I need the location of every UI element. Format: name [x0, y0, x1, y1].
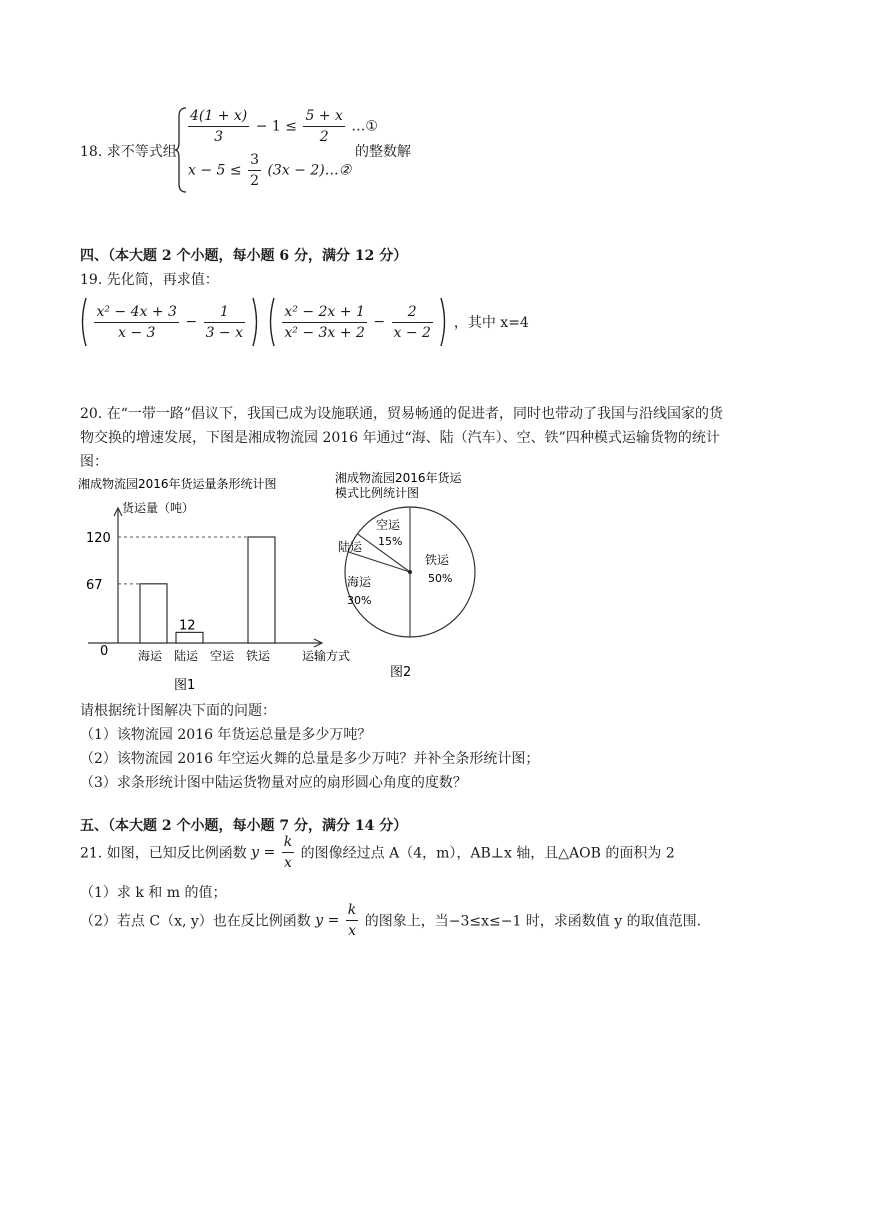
q18-suffix: 的整数解	[355, 144, 411, 160]
q21-line-3	[80, 900, 701, 941]
f1-denominator: x − 3	[117, 324, 156, 341]
q21-k: k	[282, 832, 294, 853]
q19-condition: ，其中 x=4	[453, 315, 529, 331]
inequality-1	[186, 106, 378, 147]
q21-x: x	[284, 855, 292, 871]
q20-sub-2: （2）该物流园 2016 年空运火舞的总量是多少万吨？并补全条形统计图；	[80, 751, 540, 767]
right-paren-1	[251, 296, 261, 348]
minus-2: −	[373, 314, 386, 330]
y-tick-label: 120	[86, 531, 111, 546]
inequality-2	[188, 150, 351, 191]
ineq2-lhs: x − 5 ≤	[188, 162, 242, 179]
q20-prompt: 请根据统计图解决下面的问题：	[80, 703, 276, 719]
pie-chart-caption: 图2	[390, 665, 412, 680]
q19-title: 19. 先化简，再求值：	[80, 272, 219, 288]
f3-numerator: x² − 2x + 1	[282, 302, 366, 323]
f1-numerator: x² − 4x + 3	[94, 302, 178, 323]
q21-post: 的图像经过点 A（4，m），AB⊥x 轴，且△AOB 的面积为 2	[300, 845, 675, 862]
bar-陆运	[176, 632, 203, 643]
q21-x-2: x	[348, 923, 356, 939]
f2-denominator: 3 − x	[205, 324, 244, 341]
pie-label-陆运: 陆运	[338, 540, 363, 554]
pie-chart	[330, 468, 490, 688]
pie-chart-title-line-2: 模式比例统计图	[335, 486, 420, 500]
q21-line-1	[80, 832, 675, 873]
left-paren-2	[266, 296, 276, 348]
bar-海运	[140, 584, 167, 643]
pie-pct-铁运: 50%	[428, 572, 453, 585]
bar-chart	[74, 470, 364, 695]
y-tick-label: 67	[86, 577, 103, 593]
q18-prefix: 18. 求不等式组	[80, 144, 177, 160]
ineq1-rhs-numerator: 5 + x	[303, 106, 344, 127]
left-paren-1	[78, 296, 88, 348]
f3-denominator: x² − 3x + 2	[284, 324, 365, 341]
q21-sub-2-pre: （2）若点 C（x, y）也在反比例函数	[80, 913, 311, 930]
ineq1-numerator: 4(1 + x)	[188, 106, 249, 127]
pie-label-铁运: 铁运	[425, 553, 450, 567]
q21-y-eq-2: y =	[315, 912, 340, 929]
ineq2-numerator: 3	[248, 150, 261, 171]
q21-sub-1: （1）求 k 和 m 的值；	[80, 885, 227, 901]
ineq1-tail: …①	[351, 118, 378, 135]
x-tick-label: 陆运	[174, 649, 199, 663]
bar-chart-title: 湘成物流园2016年货运量条形统计图	[78, 477, 277, 491]
x-tick-label: 铁运	[246, 649, 271, 663]
pie-label-海运: 海运	[347, 575, 372, 589]
section-4-heading: 四、（本大题 2 个小题，每小题 6 分，满分 12 分）	[80, 248, 408, 264]
section-5-heading: 五、（本大题 2 个小题，每小题 7 分，满分 14 分）	[80, 818, 408, 834]
q20-line-1: 20. 在“一带一路”倡议下，我国已成为设施联通，贸易畅通的促进者，同时也带动了我国与沿线国家的货	[80, 406, 724, 422]
ineq2-denominator: 2	[250, 173, 259, 189]
x-tick-label: 海运	[138, 649, 163, 663]
f2-numerator: 1	[204, 302, 245, 323]
f4-numerator: 2	[392, 302, 433, 323]
pie-center-dot	[408, 570, 412, 574]
q21-y-eq: y =	[251, 844, 276, 861]
pie-label-空运: 空运	[376, 518, 401, 532]
ineq1-denominator: 3	[214, 129, 224, 145]
bar-data-label: 12	[179, 618, 196, 634]
q21-pre: 21. 如图，已知反比例函数	[80, 845, 247, 862]
ineq2-tail: (3x − 2)…②	[267, 162, 352, 179]
y-axis-label: 货运量（吨）	[122, 501, 195, 515]
q20-line-2: 物交换的增速发展，下图是湘成物流园 2016 年通过“海、陆（汽车）、空、铁”四种模式运输货物的统计	[80, 430, 720, 446]
ineq1-middle: − 1 ≤	[255, 118, 297, 135]
x-tick-label: 空运	[210, 649, 235, 663]
q20-line-3: 图：	[80, 454, 108, 470]
q21-k-2: k	[346, 900, 358, 921]
q19-expression	[78, 296, 529, 348]
q20-sub-1: （1）该物流园 2016 年货运总量是多少万吨？	[80, 727, 372, 743]
ineq1-rhs-denominator: 2	[319, 129, 329, 145]
pie-pct-海运: 30%	[347, 594, 372, 607]
q21-sub-2-post: 的图象上，当−3≤x≤−1 时，求函数值 y 的取值范围.	[364, 913, 702, 930]
pie-pct-空运: 15%	[378, 535, 403, 548]
q20-sub-3: （3）求条形统计图中陆运货物量对应的扇形圆心角度的度数？	[80, 775, 467, 791]
f4-denominator: x − 2	[393, 324, 431, 341]
bar-铁运	[248, 537, 275, 643]
x-axis-label: 运输方式	[302, 649, 351, 663]
pie-chart-title-line-1: 湘成物流园2016年货运	[335, 471, 462, 485]
bar-chart-caption: 图1	[174, 678, 196, 693]
y-tick-label: 0	[100, 644, 109, 659]
right-paren-2	[439, 296, 449, 348]
minus-1: −	[185, 314, 198, 330]
